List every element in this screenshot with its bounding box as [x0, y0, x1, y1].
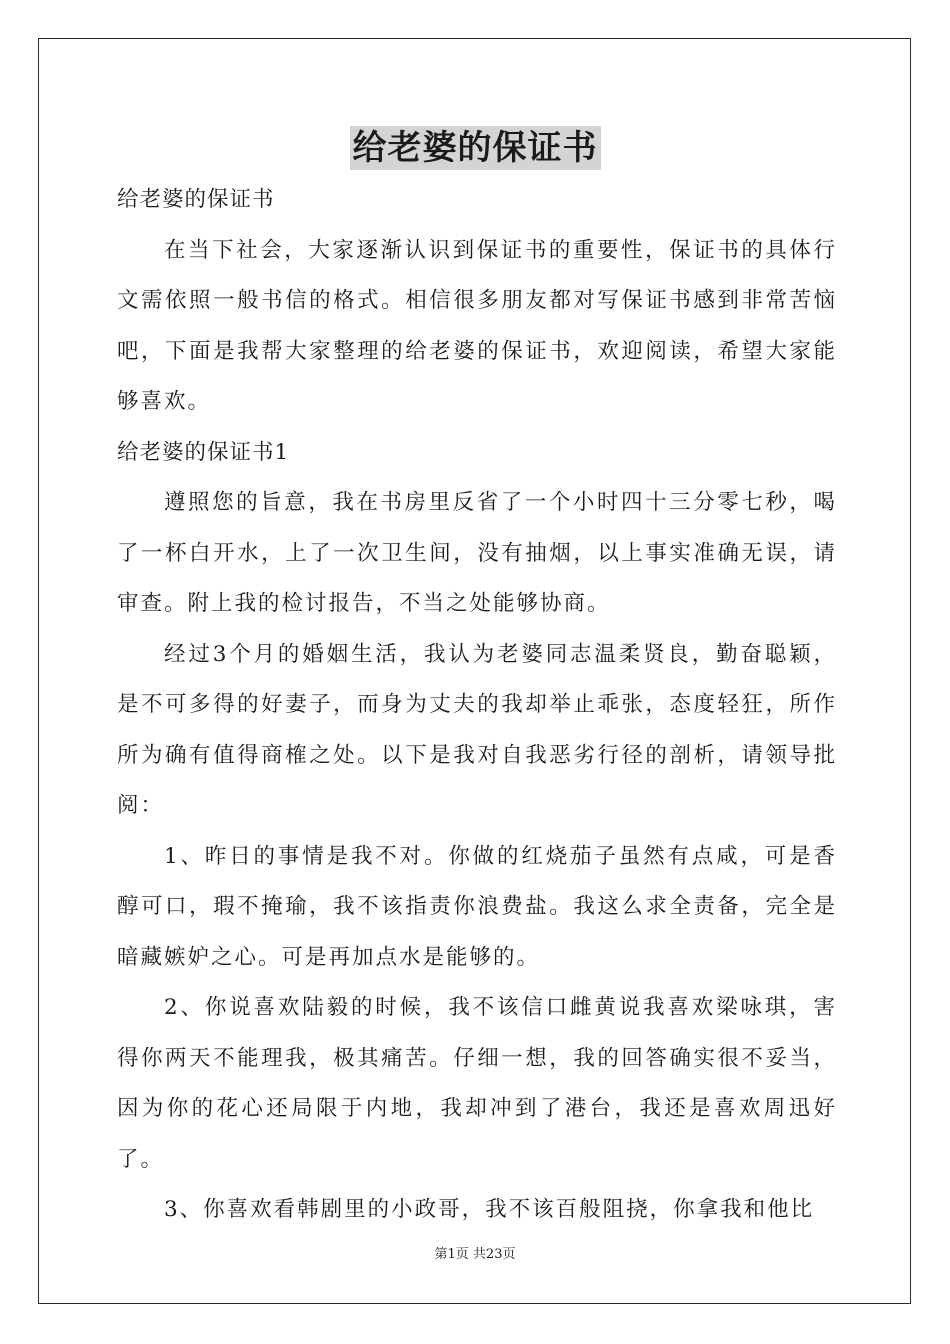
list-item-paragraph: 3、你喜欢看韩剧里的小政哥，我不该百般阻挠，你拿我和他比	[164, 1197, 815, 1222]
page-footer: 第1页 共23页	[434, 1247, 516, 1262]
list-item-paragraph: 1、昨日的事情是我不对。你做的红烧茄子虽然有点咸，可是香醇可口，瑕不掩瑜，我不该指责你浪费盐。我这么求全责备，完全是暗藏嫉妒之心。可是再加点水是能够的。	[117, 843, 837, 970]
body-paragraph: 遵照您的旨意，我在书房里反省了一个小时四十三分零七秒，喝了一杯白开水，上了一次卫生间，没有抽烟，以上事实准确无误，请审查。附上我的检讨报告，不当之处能够协商。	[117, 490, 837, 616]
document-title: 给老婆的保证书	[350, 126, 601, 170]
section-heading: 给老婆的保证书1	[117, 439, 290, 465]
list-item-paragraph: 2、你说喜欢陆毅的时候，我不该信口雌黄说我喜欢梁咏琪，害得你两天不能理我，极其痛苦。仔细一想，我的回答确实很不妥当，因为你的花心还局限于内地，我却冲到了港台，我还是喜欢周迅好了。	[117, 995, 837, 1172]
title-container	[0, 126, 950, 170]
body-paragraph: 经过3个月的婚姻生活，我认为老婆同志温柔贤良，勤奋聪颖，是不可多得的好妻子，而身为丈夫的我却举止乖张，态度轻狂，所作所为确有值得商榷之处。以下是我对自我恶劣行径的剖析，请领导批阅：	[117, 641, 837, 818]
document-body	[117, 175, 837, 1236]
subtitle-paragraph: 给老婆的保证书	[117, 187, 275, 212]
intro-paragraph: 在当下社会，大家逐渐认识到保证书的重要性，保证书的具体行文需依照一般书信的格式。相信很多朋友都对写保证书感到非常苦恼吧，下面是我帮大家整理的给老婆的保证书，欢迎阅读，希望大家能够喜欢。	[117, 237, 837, 414]
